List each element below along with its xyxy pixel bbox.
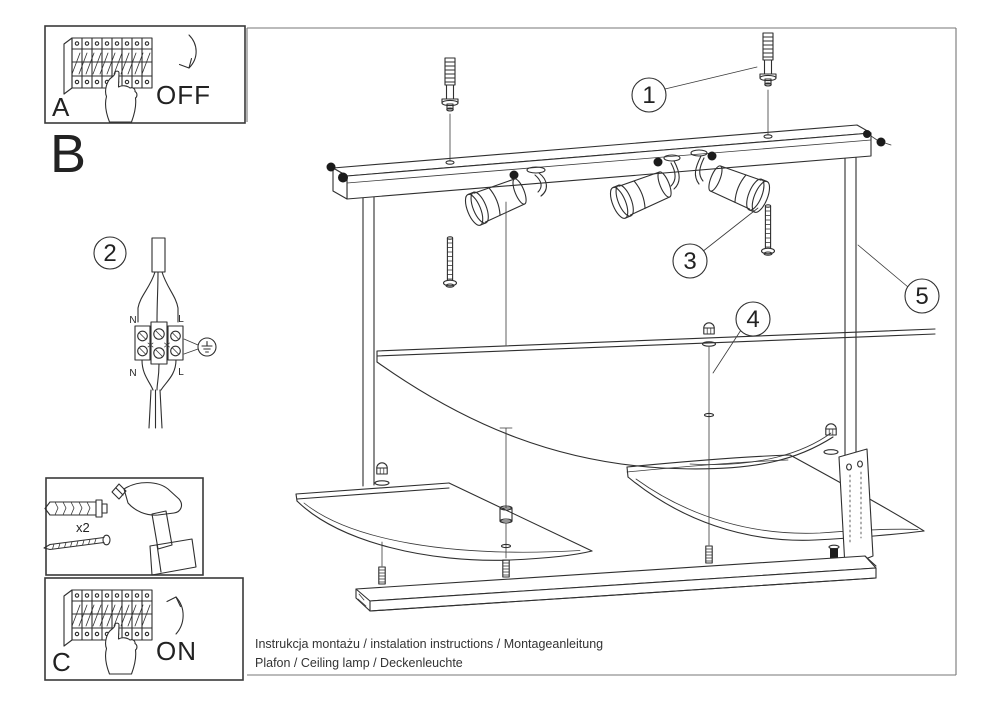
drill-icon [112,483,196,575]
svg-text:4: 4 [746,306,760,333]
panel-c-label: C [52,647,71,677]
long-screw-left [444,237,457,287]
panel-a [45,26,245,123]
callout-3 [673,208,758,278]
lamp-cable-icon [142,360,176,428]
wall-plug-icon [45,500,107,517]
footer-line-2: Plafon / Ceiling lamp / Deckenleuchte [255,656,463,670]
long-screw-right [762,205,775,255]
n-label-top: N [129,315,137,326]
suspension-rod-left [375,463,389,584]
glass-shade-left [296,483,592,560]
callouts [632,67,939,373]
hardware-box [44,478,203,575]
curved-arrow-up-icon [167,597,183,634]
lamp-exploded-view [296,33,935,611]
panel-c [45,578,243,680]
wiring-step [94,237,216,428]
panel-a-label: A [52,92,70,122]
bracket-plate [824,424,873,567]
footer [255,637,603,670]
l-label-bottom: L [178,367,184,378]
panel-c-action-label: ON [156,636,197,666]
dowel-screw-left [442,58,458,161]
mains-cable-icon [138,238,178,322]
callout-5 [858,245,939,313]
washer [824,450,838,455]
svg-text:1: 1 [642,82,656,109]
mounting-bar [327,125,892,199]
svg-text:5: 5 [915,283,929,310]
step-2-number: 2 [103,240,117,267]
panel-a-action-label: OFF [156,80,211,110]
screw-icon [44,535,110,549]
glass-shade-right [627,455,924,540]
bottom-bar [356,556,876,611]
quantity-label: x2 [76,520,90,535]
svg-text:3: 3 [683,248,697,275]
l-label-top: L [178,314,184,325]
section-b-label: B [50,124,87,184]
callout-1 [632,67,757,112]
footer-line-1: Instrukcja montażu / instalation instructions / Montageanleitung [255,637,604,651]
suspension-rod-center [500,202,512,577]
bracket-screw [830,548,838,558]
curved-arrow-down-icon [180,35,197,68]
glass-shade-large [377,329,935,469]
dowel-screw-right [760,33,776,135]
frame-column-left [363,197,374,486]
n-label-bottom: N [129,368,137,379]
washer [375,481,389,485]
suspension-rod-right [703,323,716,563]
terminal-block-icon [135,322,183,364]
ground-symbol-icon [184,338,216,356]
